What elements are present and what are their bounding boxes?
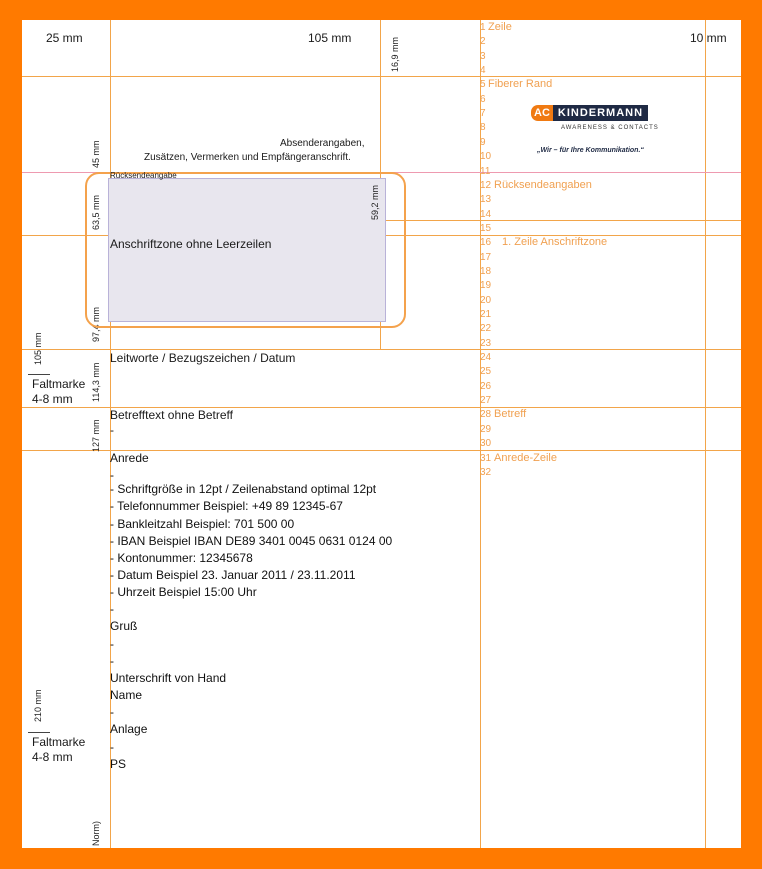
right-margin-line xyxy=(705,20,706,848)
line-number: 30 xyxy=(480,438,492,450)
window-height-label: 59,2 mm xyxy=(370,184,380,220)
body-dash-2: - xyxy=(110,602,114,616)
m45-label: 45 mm xyxy=(91,140,101,168)
body-dash-5: - xyxy=(110,705,114,719)
line-number: 10 xyxy=(480,151,492,163)
reference-line-label: Leitworte / Bezugszeichen / Datum xyxy=(110,351,296,365)
line-number: 18 xyxy=(480,265,492,277)
m63-label: 63,5 mm xyxy=(91,194,101,230)
fold-mark-2-label-b: 4-8 mm xyxy=(32,750,73,764)
letter-template-sheet xyxy=(22,20,741,848)
line-number: 20 xyxy=(480,294,492,306)
fold-mark-2-label-a: Faltmarke xyxy=(32,735,86,749)
signature: Unterschrift von Hand xyxy=(110,671,227,685)
line-number: 13 xyxy=(480,194,492,206)
line-number: 32 xyxy=(480,466,492,478)
line-label-31: Anrede-Zeile xyxy=(494,452,557,464)
line-number: 7 xyxy=(480,108,486,120)
line-number: 16 xyxy=(480,237,492,249)
top-height-label: 16,9 mm xyxy=(390,36,400,72)
line-number: 6 xyxy=(480,93,486,105)
body-item-2: - Bankleitzahl Beispiel: 701 500 00 xyxy=(110,517,295,531)
logo-ac: AC xyxy=(531,105,553,121)
line-label-16: 1. Zeile Anschriftzone xyxy=(502,236,608,248)
line-label-28: Betreff xyxy=(494,408,527,420)
subject-label: Betrefftext ohne Betreff xyxy=(110,408,233,422)
line-number: 14 xyxy=(480,208,492,220)
logo-slogan: „Wir – für Ihre Kommunikation.“ xyxy=(537,147,644,154)
body-dash-4: - xyxy=(110,654,114,668)
m210-label: 210 mm xyxy=(33,689,43,722)
line-number: 23 xyxy=(480,337,492,349)
line-number: 9 xyxy=(480,136,486,148)
line-number: 2 xyxy=(480,36,486,48)
line-number: 5 xyxy=(480,79,486,91)
body-item-6: - Uhrzeit Beispiel 15:00 Uhr xyxy=(110,585,257,599)
middle-width-label: 105 mm xyxy=(308,31,352,45)
body-item-4: - Kontonummer: 12345678 xyxy=(110,551,253,565)
body-dash-1: - xyxy=(110,468,114,482)
line-number: 8 xyxy=(480,122,486,134)
m127-label: 127 mm xyxy=(91,419,101,452)
line-number: 31 xyxy=(480,452,492,464)
fold-mark-1-label-a: Faltmarke xyxy=(32,377,86,391)
reference-line xyxy=(22,349,741,350)
line-number: 21 xyxy=(480,309,492,320)
line-number: 28 xyxy=(480,409,492,421)
return-address-label: Rücksendeangabe xyxy=(110,171,177,180)
m114-label: 114,3 mm xyxy=(91,362,101,402)
line-number: 15 xyxy=(480,222,492,234)
norm-label: Norm) xyxy=(91,821,101,846)
right-width-label: 10 mm xyxy=(690,31,727,45)
line-number: 3 xyxy=(480,50,486,62)
body-dash-3: - xyxy=(110,637,114,651)
sender-line-2: Zusätzen, Vermerken und Empfängeranschrift. xyxy=(144,152,351,163)
left-width-label: 25 mm xyxy=(46,31,83,45)
address-zone-label: Anschriftzone ohne Leerzeilen xyxy=(110,237,272,251)
fold-mark-2 xyxy=(28,732,50,733)
line-number: 25 xyxy=(480,366,492,378)
logo-subtitle: AWARENESS & CONTACTS xyxy=(561,125,659,131)
name: Name xyxy=(110,688,143,702)
line-number: 26 xyxy=(480,380,492,392)
ps: PS xyxy=(110,757,127,771)
header-line xyxy=(22,76,741,77)
fold-mark-1-label-b: 4-8 mm xyxy=(32,392,73,406)
line-number: 4 xyxy=(480,65,486,77)
line-number: 24 xyxy=(480,352,492,364)
line-label-1: Zeile xyxy=(488,21,512,33)
m105-label: 105 mm xyxy=(33,332,43,365)
body-item-0: - Schriftgröße in 12pt / Zeilenabstand optimal 12pt xyxy=(110,482,377,496)
m97-label: 97,4 mm xyxy=(91,306,101,342)
body-item-5: - Datum Beispiel 23. Januar 2011 / 23.11.2011 xyxy=(110,568,356,582)
line-number: 27 xyxy=(480,395,492,407)
line-number: 17 xyxy=(480,251,492,263)
kindermann-logo xyxy=(531,105,648,121)
salutation: Anrede xyxy=(110,451,149,465)
line-label-5: Fiberer Rand xyxy=(488,78,553,90)
line-number: 11 xyxy=(480,165,491,177)
line-number: 12 xyxy=(480,179,492,191)
logo-name: KINDERMANN xyxy=(553,105,648,121)
body-dash-6: - xyxy=(110,740,114,754)
sender-line-1: Absenderangaben, xyxy=(280,138,365,149)
attachment: Anlage xyxy=(110,722,148,736)
line-number: 29 xyxy=(480,423,492,435)
body-item-1: - Telefonnummer Beispiel: +49 89 12345-67 xyxy=(110,499,343,513)
line-label-12: Rücksendeangaben xyxy=(494,179,592,191)
subject-dash: - xyxy=(110,423,114,437)
line-number: 22 xyxy=(480,323,492,335)
greeting: Gruß xyxy=(110,619,138,633)
fold-mark-1 xyxy=(28,374,50,375)
line-number: 1 xyxy=(480,22,486,33)
body-item-3: - IBAN Beispiel IBAN DE89 3401 0045 0631 0124 00 xyxy=(110,534,393,548)
line-number: 19 xyxy=(480,280,492,292)
